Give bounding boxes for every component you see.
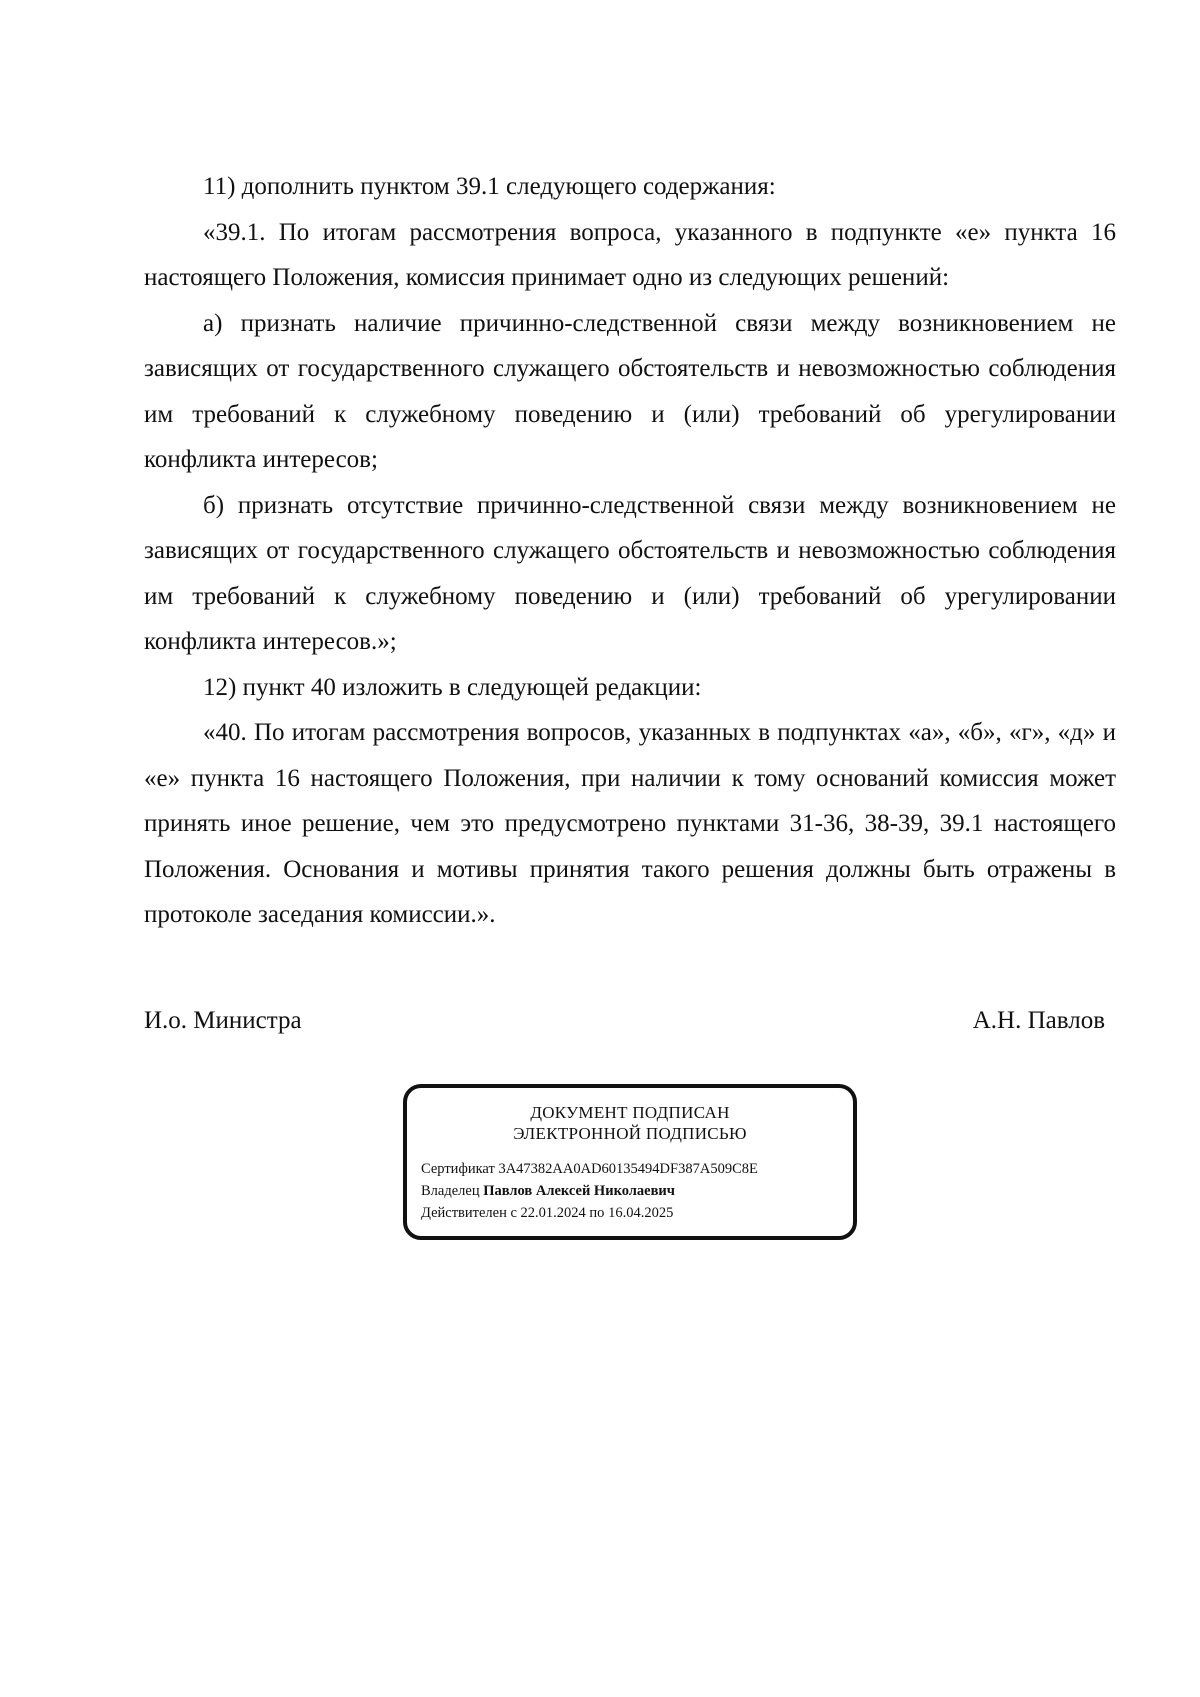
stamp-valid-from-label: с <box>510 1205 517 1221</box>
paragraph-clause-40: «40. По итогам рассмотрения вопросов, указанных в подпунктах «а», «б», «г», «д» и «е» пункта 16 настоящего Положения, при наличии к тому оснований комиссия может принять иное решение, чем это предусмотрено пунктами 31-36, 38-39, 39.1 настоящего Положения. Основания и мотивы принятия такого решения должны быть отражены в протоколе заседания комиссии.». <box>144 719 1116 928</box>
stamp-owner-row <box>421 1180 853 1202</box>
stamp-title <box>421 1102 853 1144</box>
stamp-validity-row <box>421 1202 853 1224</box>
document-body <box>144 164 1116 938</box>
paragraph-subclause-b: б) признать отсутствие причинно-следственной связи между возникновением не зависящих от государственного служащего обстоятельств и невозможностью соблюдения им требований к служебному поведению и (или) требований об урегулировании конфликта интересов.»; <box>144 491 1116 655</box>
paragraph-item-11: 11) дополнить пунктом 39.1 следующего содержания: <box>203 173 776 200</box>
stamp-details <box>421 1158 853 1224</box>
stamp-valid-to: 16.04.2025 <box>608 1205 674 1221</box>
paragraph-subclause-a: а) признать наличие причинно-следственной связи между возникновением не зависящих от государственного служащего обстоятельств и невозможностью соблюдения им требований к служебному поведению и (или) требований об урегулировании конфликта интересов; <box>144 309 1116 473</box>
stamp-certificate-label: Сертификат <box>421 1161 495 1177</box>
stamp-valid-to-label: по <box>589 1205 605 1221</box>
stamp-title-line-2: ЭЛЕКТРОННОЙ ПОДПИСЬЮ <box>513 1124 747 1143</box>
paragraph-item-12: 12) пункт 40 изложить в следующей редакции: <box>203 673 702 701</box>
signature-row <box>144 1004 1105 1038</box>
stamp-valid-from: 22.01.2024 <box>520 1205 586 1221</box>
electronic-signature-stamp <box>403 1084 857 1240</box>
stamp-owner-value: Павлов Алексей Николаевич <box>483 1183 675 1199</box>
stamp-certificate-value: 3A47382AA0AD60135494DF387A509C8E <box>498 1161 758 1177</box>
signatory-name: А.Н. Павлов <box>972 1007 1105 1034</box>
paragraph-clause-39-1: «39.1. По итогам рассмотрения вопроса, указанного в подпункте «е» пункта 16 настоящего Положения, комиссия принимает одно из следующих решений: <box>144 218 1116 291</box>
stamp-valid-label: Действителен <box>421 1205 507 1221</box>
stamp-title-line-1: ДОКУМЕНТ ПОДПИСАН <box>530 1103 730 1122</box>
stamp-owner-label: Владелец <box>421 1183 480 1199</box>
signatory-position: И.о. Министра <box>144 1007 302 1034</box>
stamp-certificate-row <box>421 1158 853 1180</box>
